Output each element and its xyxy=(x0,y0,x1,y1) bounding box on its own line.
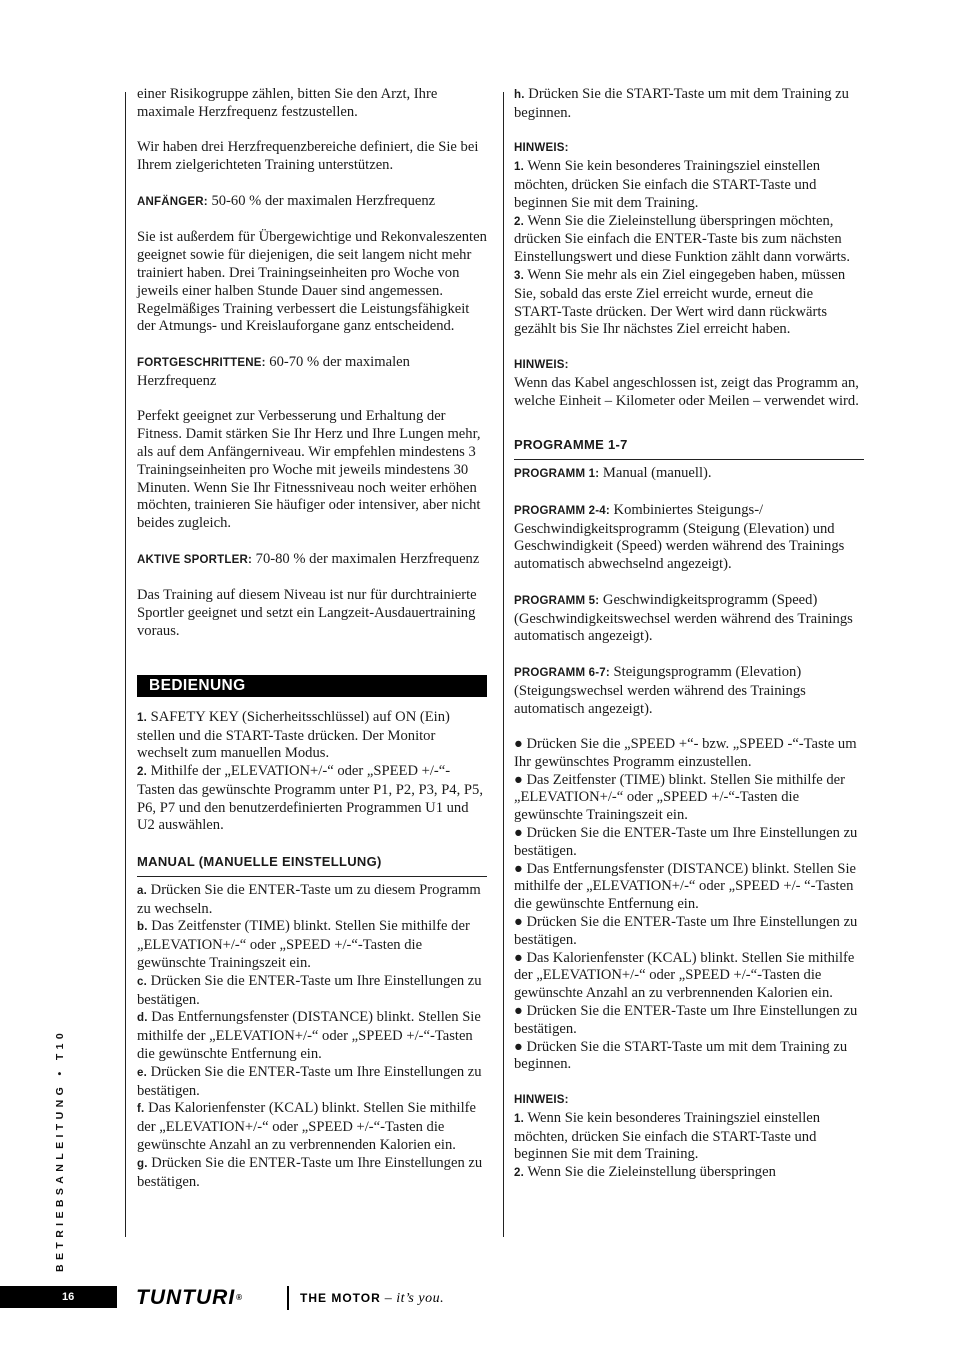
program-label: PROGRAMM 6-7: xyxy=(514,666,610,679)
step-text: Das Zeitfenster (TIME) blinkt. Stellen Sie mithilfe der „ELEVATION+/-“ oder „SPEED +/-“-Tasten die gewünschte Trainingszeit ein. xyxy=(137,918,470,972)
note-number: 1. xyxy=(514,1112,524,1125)
note-label: HINWEIS: xyxy=(514,358,569,371)
slogan-tail: – it’s you. xyxy=(380,1291,445,1306)
step-text: Drücken Sie die ENTER-Taste um Ihre Einstellungen zu bestätigen. xyxy=(137,1154,483,1190)
step-text: SAFETY KEY (Sicherheitsschlüssel) auf ON (Ein) stellen und die START-Taste drücken. Der Monitor wechselt zum manuellen Modus. xyxy=(137,708,450,762)
note-item xyxy=(514,267,864,339)
note-text: Wenn Sie die Zieleinstellung überspringen möchten, drücken Sie einfach die ENTER-Taste bis zum nächsten Einstellungswert und diese Funktion zählt dann vorwärts. xyxy=(514,212,851,266)
note-text: Wenn Sie kein besonderes Trainingsziel einstellen möchten, drücken Sie einfach die START-Taste und beginnen Sie mit dem Training. xyxy=(514,1109,821,1163)
manual-step xyxy=(137,1100,487,1154)
right-column xyxy=(514,86,864,1183)
beginner-zone xyxy=(137,193,487,212)
program-text: Steigungsprogramm (Elevation) (Steigungswechsel werden während des Trainings automatisch angezeigt). xyxy=(514,663,806,717)
step-text: Drücken Sie die ENTER-Taste um zu diesem Programm zu wechseln. xyxy=(137,881,481,917)
step-letter: f. xyxy=(137,1103,145,1116)
step-letter: e. xyxy=(137,1066,147,1079)
program-text: Kombiniertes Steigungs-/ Geschwindigkeitsprogramm (Steigung (Elevation) und Geschwindigkeit (Speed) werden während des Trainings automatisch abwechselnd angezeigt). xyxy=(514,501,845,573)
step-text: Mithilfe der „ELEVATION+/-“ oder „SPEED +/-“-Tasten das gewünschte Programm unter P1, P2, P3, P4, P5, P6, P7 und den benutzerdefinierten Programmen U1 und U2 auswählen. xyxy=(137,763,483,834)
manual-step xyxy=(137,1155,487,1192)
step-number: 2. xyxy=(137,766,147,779)
note-item xyxy=(514,1110,864,1164)
note-number: 3. xyxy=(514,269,524,282)
manual-step xyxy=(137,918,487,972)
operation-step xyxy=(137,763,487,835)
program-label: PROGRAMM 5: xyxy=(514,594,600,607)
step-text: Drücken Sie die ENTER-Taste um Ihre Einstellungen zu bestätigen. xyxy=(137,1063,482,1099)
step-text: Das Entfernungsfenster (DISTANCE) blinkt. Stellen Sie mithilfe der „ELEVATION+/-“ oder „SPEED +/-“-Tasten die gewünschte Entfernung ein. xyxy=(137,1009,481,1063)
operation-heading: BEDIENUNG xyxy=(137,675,487,697)
manual-step xyxy=(137,882,487,919)
step-letter: h. xyxy=(514,89,525,101)
brand-slogan xyxy=(300,1290,444,1307)
program-label: PROGRAMM 1: xyxy=(514,468,600,481)
program-item xyxy=(514,502,864,574)
step-text: Das Kalorienfenster (KCAL) blinkt. Stellen Sie mithilfe der „ELEVATION+/-“ oder „SPEED +/-“-Tasten die gewünschte Anzahl an zu verbrennenden Kalorien ein. xyxy=(137,1100,476,1154)
program-label: PROGRAMM 2-4: xyxy=(514,504,610,517)
program-text: Geschwindigkeitsprogramm (Speed) (Geschwindigkeitswechsel werden während des Trainings automatisch angezeigt). xyxy=(514,591,853,645)
advanced-zone xyxy=(137,354,487,391)
athlete-description: Das Training auf diesem Niveau ist nur für durchtrainierte Sportler geeignet und setzt ein Langzeit-Ausdauertraining voraus. xyxy=(137,587,477,639)
step-text: Drücken Sie die START-Taste um mit dem Training zu beginnen. xyxy=(514,86,849,121)
slogan-main: THE MOTOR xyxy=(300,1291,381,1305)
step-letter: a. xyxy=(137,884,147,897)
bullet-item: ● Drücken Sie die ENTER-Taste um Ihre Einstellungen zu bestätigen. xyxy=(514,825,858,859)
operation-step xyxy=(137,709,487,763)
athlete-zone xyxy=(137,551,487,570)
program-item xyxy=(514,664,864,718)
registered-mark: ® xyxy=(236,1293,244,1302)
beginner-description: Sie ist außerdem für Übergewichtige und Rekonvaleszenten geeignet sowie für diejenigen, die seit langem nicht mehr trainiert haben. Drei Trainingseinheiten pro Woche von jeweils einer halben Stunde Dauer sind angemessen. Regelmäßiges Training verbessert die Leistungsfähigkeit der Atmungs- und Kreislauforgane ganz entscheidend. xyxy=(137,229,487,335)
manual-heading: MANUAL (MANUELLE EINSTELLUNG) xyxy=(137,853,487,877)
note-text: Wenn das Kabel angeschlossen ist, zeigt das Programm an, welche Einheit – Kilometer oder Meilen – verwendet wird. xyxy=(514,374,859,409)
advanced-text: 60-70 % der maximalen Herzfrequenz xyxy=(137,353,410,389)
note-item xyxy=(514,158,864,212)
note-text: Wenn Sie kein besonderes Trainingsziel einstellen möchten, drücken Sie einfach die START-Taste und beginnen Sie mit dem Training. xyxy=(514,158,821,211)
bullet-item: ● Das Zeitfenster (TIME) blinkt. Stellen Sie mithilfe der „ELEVATION+/-“ oder „SPEED +/-“-Tasten die gewünschte Trainingszeit ein. xyxy=(514,771,846,824)
manual-step xyxy=(137,973,487,1010)
step-letter: b. xyxy=(137,921,148,934)
manual-step xyxy=(137,1009,487,1063)
manual-step xyxy=(514,86,864,123)
program-item xyxy=(514,592,864,646)
bullet-item: ● Drücken Sie die START-Taste um mit dem Training zu beginnen. xyxy=(514,1038,848,1073)
note-text: Wenn Sie mehr als ein Ziel eingegeben haben, müssen Sie, sobald das erste Ziel erreicht wurde, erneut die START-Taste drücken. Der Wert wird dann rückwärts gezählt bis Sie Ihr nächstes Ziel erreicht haben. xyxy=(514,266,846,338)
note-number: 1. xyxy=(514,161,524,174)
step-text: Drücken Sie die ENTER-Taste um Ihre Einstellungen zu bestätigen. xyxy=(137,972,482,1008)
beginner-text: 50-60 % der maximalen Herzfrequenz xyxy=(207,192,436,209)
note-number: 2. xyxy=(514,215,524,228)
note-item xyxy=(514,213,864,267)
beginner-label: ANFÄNGER: xyxy=(137,195,208,208)
note-label: HINWEIS: xyxy=(514,1094,569,1107)
athlete-text: 70-80 % der maximalen Herzfrequenz xyxy=(252,550,480,567)
step-letter: d. xyxy=(137,1012,148,1025)
bullet-item: ● Das Kalorienfenster (KCAL) blinkt. Stellen Sie mithilfe der „ELEVATION+/-“ oder „SPEED +/-“-Tasten die gewünschte Anzahl an zu verbrennenden Kalorien ein. xyxy=(514,949,855,1002)
note-item xyxy=(514,1164,864,1183)
intro-paragraph: Wir haben drei Herzfrequenzbereiche definiert, die Sie bei Ihrem zielgerichteten Training unterstützen. xyxy=(137,139,479,174)
program-item xyxy=(514,465,864,484)
programs-heading: PROGRAMME 1-7 xyxy=(514,436,864,460)
note-number: 2. xyxy=(514,1167,524,1180)
note-label: HINWEIS: xyxy=(514,142,569,155)
brand-logo xyxy=(136,1286,243,1310)
bullet-item: ● Drücken Sie die „SPEED +“- bzw. „SPEED -“-Taste um Ihr gewünschtes Programm einzustellen. xyxy=(514,736,857,770)
step-letter: g. xyxy=(137,1157,148,1170)
left-column xyxy=(137,86,487,1191)
step-number: 1. xyxy=(137,711,147,724)
advanced-description: Perfekt geeignet zur Verbesserung und Erhaltung der Fitness. Damit stärken Sie Ihr Herz und Ihre Lungen mehr, als auf dem Anfängerniveau. Wir empfehlen mindestens 3 Trainingseinheiten pro Woche mit jeweils mindestens 30 Minuten. Wenn Sie Ihr Fitnessniveau noch weiter erhöhen möchten, trainieren Sie häufiger oder intensiver, aber nicht beides zugleich. xyxy=(137,408,481,532)
bullet-item: ● Drücken Sie die ENTER-Taste um Ihre Einstellungen zu bestätigen. xyxy=(514,1003,858,1037)
intro-paragraph: einer Risikogruppe zählen, bitten Sie den Arzt, Ihre maximale Herzfrequenz festzustellen. xyxy=(137,86,438,120)
program-text: Manual (manuell). xyxy=(599,465,712,482)
note-text: Wenn Sie die Zieleinstellung überspringen xyxy=(524,1164,776,1181)
sidebar-title: BETRIEBSANLEITUNG • T10 xyxy=(54,1028,66,1272)
advanced-label: FORTGESCHRITTENE: xyxy=(137,356,266,369)
left-column-rule xyxy=(125,92,126,1237)
athlete-label: AKTIVE SPORTLER: xyxy=(137,553,253,566)
footer-divider xyxy=(287,1286,289,1310)
right-column-rule xyxy=(503,92,504,1237)
bullet-item: ● Das Entfernungsfenster (DISTANCE) blinkt. Stellen Sie mithilfe der „ELEVATION+/-“ oder „SPEED +/- “-Tasten die gewünschte Entfernung ein. xyxy=(514,860,857,913)
bullet-item: ● Drücken Sie die ENTER-Taste um Ihre Einstellungen zu bestätigen. xyxy=(514,914,858,948)
step-letter: c. xyxy=(137,975,147,988)
manual-step xyxy=(137,1064,487,1101)
page-number: 16 xyxy=(0,1286,117,1308)
logo-text: TUNTURI xyxy=(136,1286,236,1309)
